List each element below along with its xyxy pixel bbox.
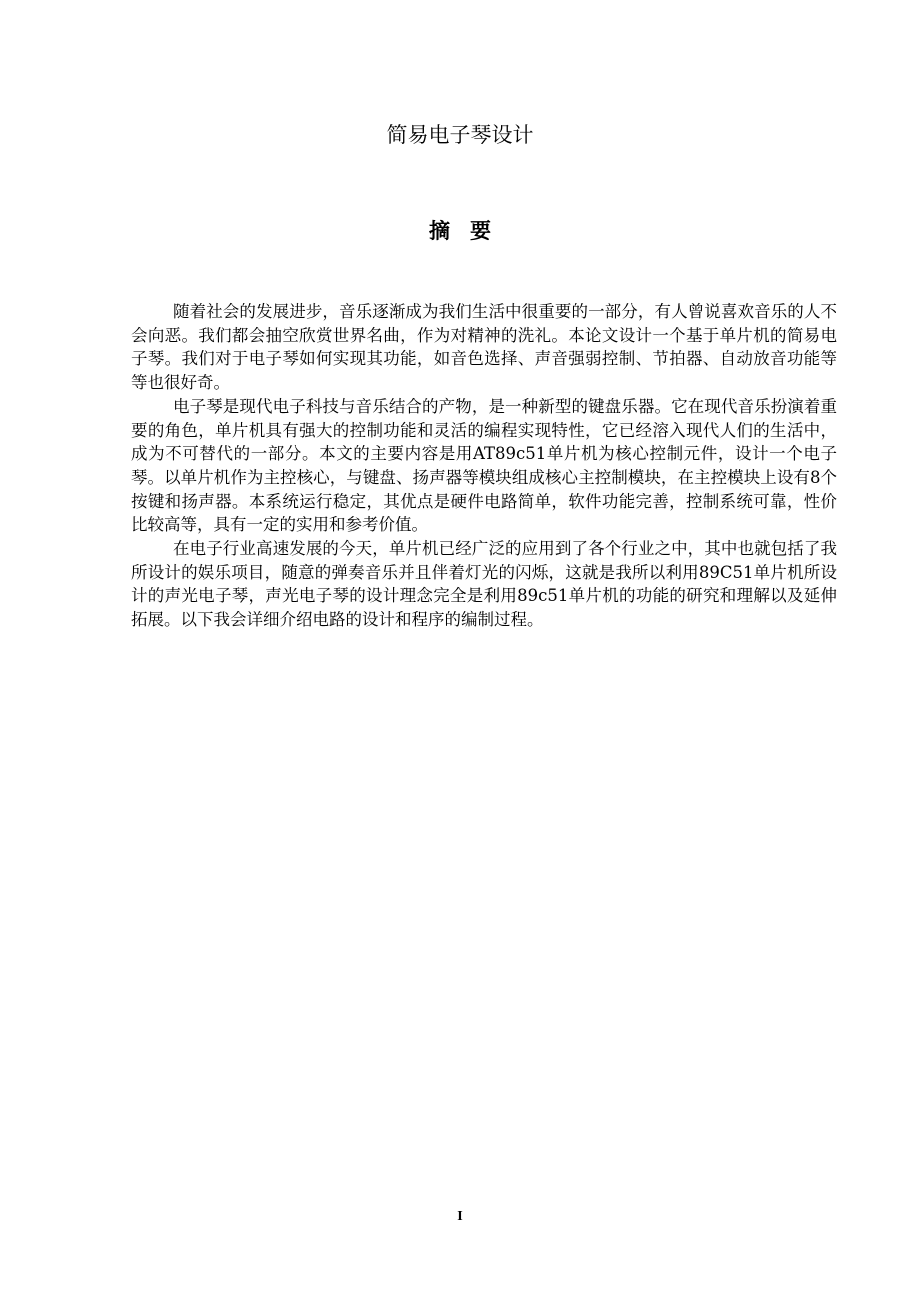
abstract-paragraph-3: 在电子行业高速发展的今天，单片机已经广泛的应用到了各个行业之中，其中也就包括了我所设计的娱乐项目，随意的弹奏音乐并且伴着灯光的闪烁，这就是我所以利用89C51单片机所设计的声光电子琴，声光电子琴的设计理念完全是利用89c51单片机的功能的研究和理解以及延伸拓展。以下我会详细介绍电路的设计和程序的编制过程。: [131, 539, 837, 630]
abstract-heading: 摘要: [429, 219, 511, 243]
abstract-body: [131, 300, 837, 632]
page-number: I: [457, 1209, 463, 1224]
document-title: 简易电子琴设计: [386, 123, 534, 147]
abstract-paragraph-1: 随着社会的发展进步，音乐逐渐成为我们生活中很重要的一部分，有人曾说喜欢音乐的人不会向恶。我们都会抽空欣赏世界名曲，作为对精神的洗礼。本论文设计一个基于单片机的简易电子琴。我们对于电子琴如何实现其功能，如音色选择、声音强弱控制、节拍器、自动放音功能等等也很好奇。: [131, 302, 837, 393]
abstract-paragraph-2: 电子琴是现代电子科技与音乐结合的产物，是一种新型的键盘乐器。它在现代音乐扮演着重要的角色，单片机具有强大的控制功能和灵活的编程实现特性，它已经溶入现代人们的生活中，成为不可替代的一部分。本文的主要内容是用AT89c51单片机为核心控制元件，设计一个电子琴。以单片机作为主控核心，与键盘、扬声器等模块组成核心主控制模块，在主控模块上设有8个按键和扬声器。本系统运行稳定，其优点是硬件电路简单，软件功能完善，控制系统可靠，性价比较高等，具有一定的实用和参考价值。: [131, 396, 837, 535]
